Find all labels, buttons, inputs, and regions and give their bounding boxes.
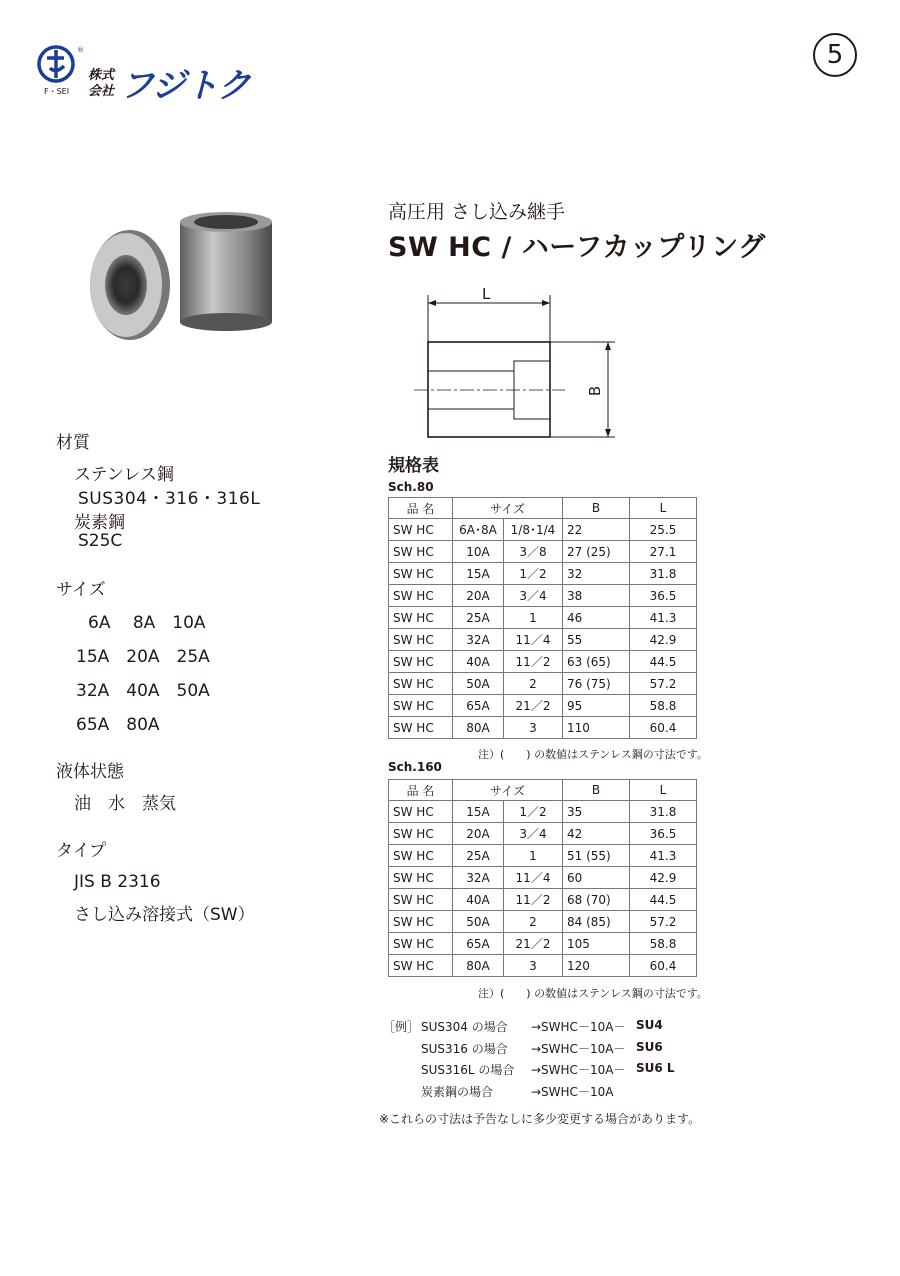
company-prefix-1: 株式 bbox=[88, 68, 115, 83]
cell-size-inch: 1 bbox=[504, 845, 563, 867]
spec-value: さし込み溶接式（SW） bbox=[74, 905, 255, 925]
cell-l: 57.2 bbox=[630, 673, 697, 695]
cell-l: 58.8 bbox=[630, 695, 697, 717]
cell-l: 44.5 bbox=[630, 651, 697, 673]
cell-b: 46 bbox=[563, 607, 630, 629]
table-row bbox=[389, 717, 697, 739]
cell-name: SW HC bbox=[389, 563, 453, 585]
example-case: SUS316 の場合 bbox=[421, 1042, 508, 1056]
table-row bbox=[389, 801, 697, 823]
table-row bbox=[389, 673, 697, 695]
example-prefix: ［例］ bbox=[383, 1020, 420, 1034]
cell-size-inch: 11／2 bbox=[504, 889, 563, 911]
cell-b: 84 (85) bbox=[563, 911, 630, 933]
cell-size-a: 20A bbox=[453, 823, 504, 845]
cell-size-a: 40A bbox=[453, 651, 504, 673]
col-header-name: 品 名 bbox=[389, 498, 453, 519]
cell-size-inch: 3／4 bbox=[504, 823, 563, 845]
cell-size-a: 15A bbox=[453, 801, 504, 823]
cell-name: SW HC bbox=[389, 717, 453, 739]
spec-label-material: 材質 bbox=[56, 433, 90, 453]
product-title: SW HC / ハーフカップリング bbox=[388, 232, 766, 263]
cell-name: SW HC bbox=[389, 867, 453, 889]
cell-size-a: 40A bbox=[453, 889, 504, 911]
cell-l: 25.5 bbox=[630, 519, 697, 541]
cell-l: 36.5 bbox=[630, 585, 697, 607]
cell-b: 51 (55) bbox=[563, 845, 630, 867]
cell-size-a: 6A･8A bbox=[453, 519, 504, 541]
spec-value: 32A 40A 50A bbox=[76, 681, 210, 701]
spec-value: 15A 20A 25A bbox=[76, 647, 210, 667]
table-row bbox=[389, 867, 697, 889]
sch160-label: Sch.160 bbox=[388, 760, 442, 774]
example-case: SUS316L の場合 bbox=[421, 1063, 515, 1077]
table-header-row bbox=[389, 498, 697, 519]
cell-b: 68 (70) bbox=[563, 889, 630, 911]
spec-label-fluid: 液体状態 bbox=[56, 762, 124, 782]
cell-name: SW HC bbox=[389, 673, 453, 695]
cell-b: 38 bbox=[563, 585, 630, 607]
table-row bbox=[389, 651, 697, 673]
cell-l: 42.9 bbox=[630, 867, 697, 889]
cell-name: SW HC bbox=[389, 607, 453, 629]
table-row bbox=[389, 911, 697, 933]
table-row bbox=[389, 695, 697, 717]
spec-label-type: タイプ bbox=[56, 841, 107, 861]
company-logo bbox=[36, 44, 84, 90]
example-code: →SWHC－10A－ bbox=[531, 1063, 626, 1077]
cell-size-inch: 21／2 bbox=[504, 933, 563, 955]
svg-text:®: ® bbox=[77, 46, 84, 54]
sch160-table bbox=[388, 779, 697, 977]
cell-l: 42.9 bbox=[630, 629, 697, 651]
cell-size-inch: 11／2 bbox=[504, 651, 563, 673]
spec-value: ステンレス鋼 bbox=[74, 465, 174, 485]
cell-name: SW HC bbox=[389, 933, 453, 955]
table-row bbox=[389, 955, 697, 977]
cell-l: 36.5 bbox=[630, 823, 697, 845]
brand-name: フジトク bbox=[120, 66, 250, 106]
cell-size-a: 80A bbox=[453, 717, 504, 739]
cell-size-a: 65A bbox=[453, 695, 504, 717]
cell-size-inch: 2 bbox=[504, 673, 563, 695]
cell-b: 27 (25) bbox=[563, 541, 630, 563]
cell-size-inch: 1／2 bbox=[504, 563, 563, 585]
spec-label-size: サイズ bbox=[56, 580, 106, 600]
example-suffix: SU4 bbox=[636, 1018, 663, 1032]
page-number: 5 bbox=[813, 33, 857, 77]
col-header-l: L bbox=[630, 780, 697, 801]
cell-b: 120 bbox=[563, 955, 630, 977]
cell-size-a: 50A bbox=[453, 911, 504, 933]
cell-b: 105 bbox=[563, 933, 630, 955]
dimension-label-b: B bbox=[586, 385, 605, 397]
example-code: →SWHC－10A－ bbox=[531, 1020, 626, 1034]
example-code: →SWHC－10A－ bbox=[531, 1042, 626, 1056]
cell-l: 31.8 bbox=[630, 563, 697, 585]
cell-size-inch: 1/8･1/4 bbox=[504, 519, 563, 541]
product-subtitle: 高圧用 さし込み継手 bbox=[388, 201, 566, 223]
table-row bbox=[389, 933, 697, 955]
cell-b: 22 bbox=[563, 519, 630, 541]
cell-size-a: 80A bbox=[453, 955, 504, 977]
example-suffix: SU6 L bbox=[636, 1061, 675, 1075]
cell-size-inch: 1 bbox=[504, 607, 563, 629]
company-prefix-2: 会社 bbox=[88, 84, 115, 99]
product-photo bbox=[78, 210, 288, 345]
spec-value: 油 水 蒸気 bbox=[74, 794, 176, 814]
cell-size-a: 10A bbox=[453, 541, 504, 563]
cell-l: 57.2 bbox=[630, 911, 697, 933]
col-header-l: L bbox=[630, 498, 697, 519]
table-row bbox=[389, 541, 697, 563]
cell-size-inch: 3／8 bbox=[504, 541, 563, 563]
cell-size-a: 25A bbox=[453, 845, 504, 867]
cell-name: SW HC bbox=[389, 651, 453, 673]
cell-b: 42 bbox=[563, 823, 630, 845]
cell-b: 60 bbox=[563, 867, 630, 889]
cell-size-a: 50A bbox=[453, 673, 504, 695]
logo-mark-icon bbox=[36, 44, 84, 90]
cell-name: SW HC bbox=[389, 823, 453, 845]
col-header-b: B bbox=[563, 780, 630, 801]
cell-size-inch: 3 bbox=[504, 955, 563, 977]
cell-b: 35 bbox=[563, 801, 630, 823]
cell-name: SW HC bbox=[389, 845, 453, 867]
cell-l: 44.5 bbox=[630, 889, 697, 911]
cell-size-a: 25A bbox=[453, 607, 504, 629]
cell-l: 31.8 bbox=[630, 801, 697, 823]
example-suffix: SU6 bbox=[636, 1040, 663, 1054]
table-row bbox=[389, 563, 697, 585]
cell-b: 55 bbox=[563, 629, 630, 651]
cell-b: 76 (75) bbox=[563, 673, 630, 695]
cell-b: 32 bbox=[563, 563, 630, 585]
table-row bbox=[389, 519, 697, 541]
table-row bbox=[389, 889, 697, 911]
sch80-note: 注）( ) の数値はステンレス鋼の寸法です。 bbox=[478, 748, 708, 761]
cell-name: SW HC bbox=[389, 801, 453, 823]
logo-caption: F・SEI bbox=[44, 87, 70, 96]
cell-size-a: 32A bbox=[453, 867, 504, 889]
cell-name: SW HC bbox=[389, 629, 453, 651]
cell-name: SW HC bbox=[389, 695, 453, 717]
table-row bbox=[389, 845, 697, 867]
spec-value: 65A 80A bbox=[76, 715, 160, 735]
sch80-label: Sch.80 bbox=[388, 480, 434, 494]
cell-size-a: 15A bbox=[453, 563, 504, 585]
example-case: 炭素鋼の場合 bbox=[421, 1085, 494, 1099]
table-row bbox=[389, 607, 697, 629]
spec-value: S25C bbox=[78, 531, 123, 551]
cell-b: 95 bbox=[563, 695, 630, 717]
dimension-label-l: L bbox=[482, 285, 491, 303]
sch160-note: 注）( ) の数値はステンレス鋼の寸法です。 bbox=[478, 987, 708, 1000]
cell-name: SW HC bbox=[389, 585, 453, 607]
col-header-size: サイズ bbox=[453, 780, 563, 801]
cell-l: 41.3 bbox=[630, 845, 697, 867]
col-header-b: B bbox=[563, 498, 630, 519]
cell-size-a: 20A bbox=[453, 585, 504, 607]
table-header-row bbox=[389, 780, 697, 801]
cell-size-inch: 3 bbox=[504, 717, 563, 739]
col-header-size: サイズ bbox=[453, 498, 563, 519]
cell-size-inch: 3／4 bbox=[504, 585, 563, 607]
cell-size-inch: 1／2 bbox=[504, 801, 563, 823]
dimension-drawing bbox=[410, 285, 620, 445]
cell-name: SW HC bbox=[389, 541, 453, 563]
cell-l: 60.4 bbox=[630, 717, 697, 739]
cell-b: 110 bbox=[563, 717, 630, 739]
example-case: SUS304 の場合 bbox=[421, 1020, 508, 1034]
disclaimer: ※これらの寸法は予告なしに多少変更する場合があります。 bbox=[379, 1112, 701, 1126]
cell-b: 63 (65) bbox=[563, 651, 630, 673]
cell-l: 60.4 bbox=[630, 955, 697, 977]
cell-size-inch: 11／4 bbox=[504, 629, 563, 651]
cell-size-a: 32A bbox=[453, 629, 504, 651]
col-header-name: 品 名 bbox=[389, 780, 453, 801]
cell-size-inch: 21／2 bbox=[504, 695, 563, 717]
cell-name: SW HC bbox=[389, 911, 453, 933]
cell-l: 41.3 bbox=[630, 607, 697, 629]
table-row bbox=[389, 629, 697, 651]
spec-value: JIS B 2316 bbox=[74, 872, 161, 892]
cell-name: SW HC bbox=[389, 955, 453, 977]
spec-value: 6A 8A 10A bbox=[88, 613, 206, 633]
sch80-table bbox=[388, 497, 697, 739]
example-code: →SWHC－10A bbox=[531, 1085, 614, 1099]
cell-name: SW HC bbox=[389, 889, 453, 911]
table-row bbox=[389, 585, 697, 607]
table-row bbox=[389, 823, 697, 845]
cell-size-inch: 11／4 bbox=[504, 867, 563, 889]
spec-value: 炭素鋼 bbox=[74, 513, 125, 533]
cell-l: 27.1 bbox=[630, 541, 697, 563]
cell-l: 58.8 bbox=[630, 933, 697, 955]
cell-size-inch: 2 bbox=[504, 911, 563, 933]
cell-name: SW HC bbox=[389, 519, 453, 541]
spec-value: SUS304・316・316L bbox=[78, 489, 261, 509]
cell-size-a: 65A bbox=[453, 933, 504, 955]
spec-table-heading: 規格表 bbox=[388, 456, 439, 476]
